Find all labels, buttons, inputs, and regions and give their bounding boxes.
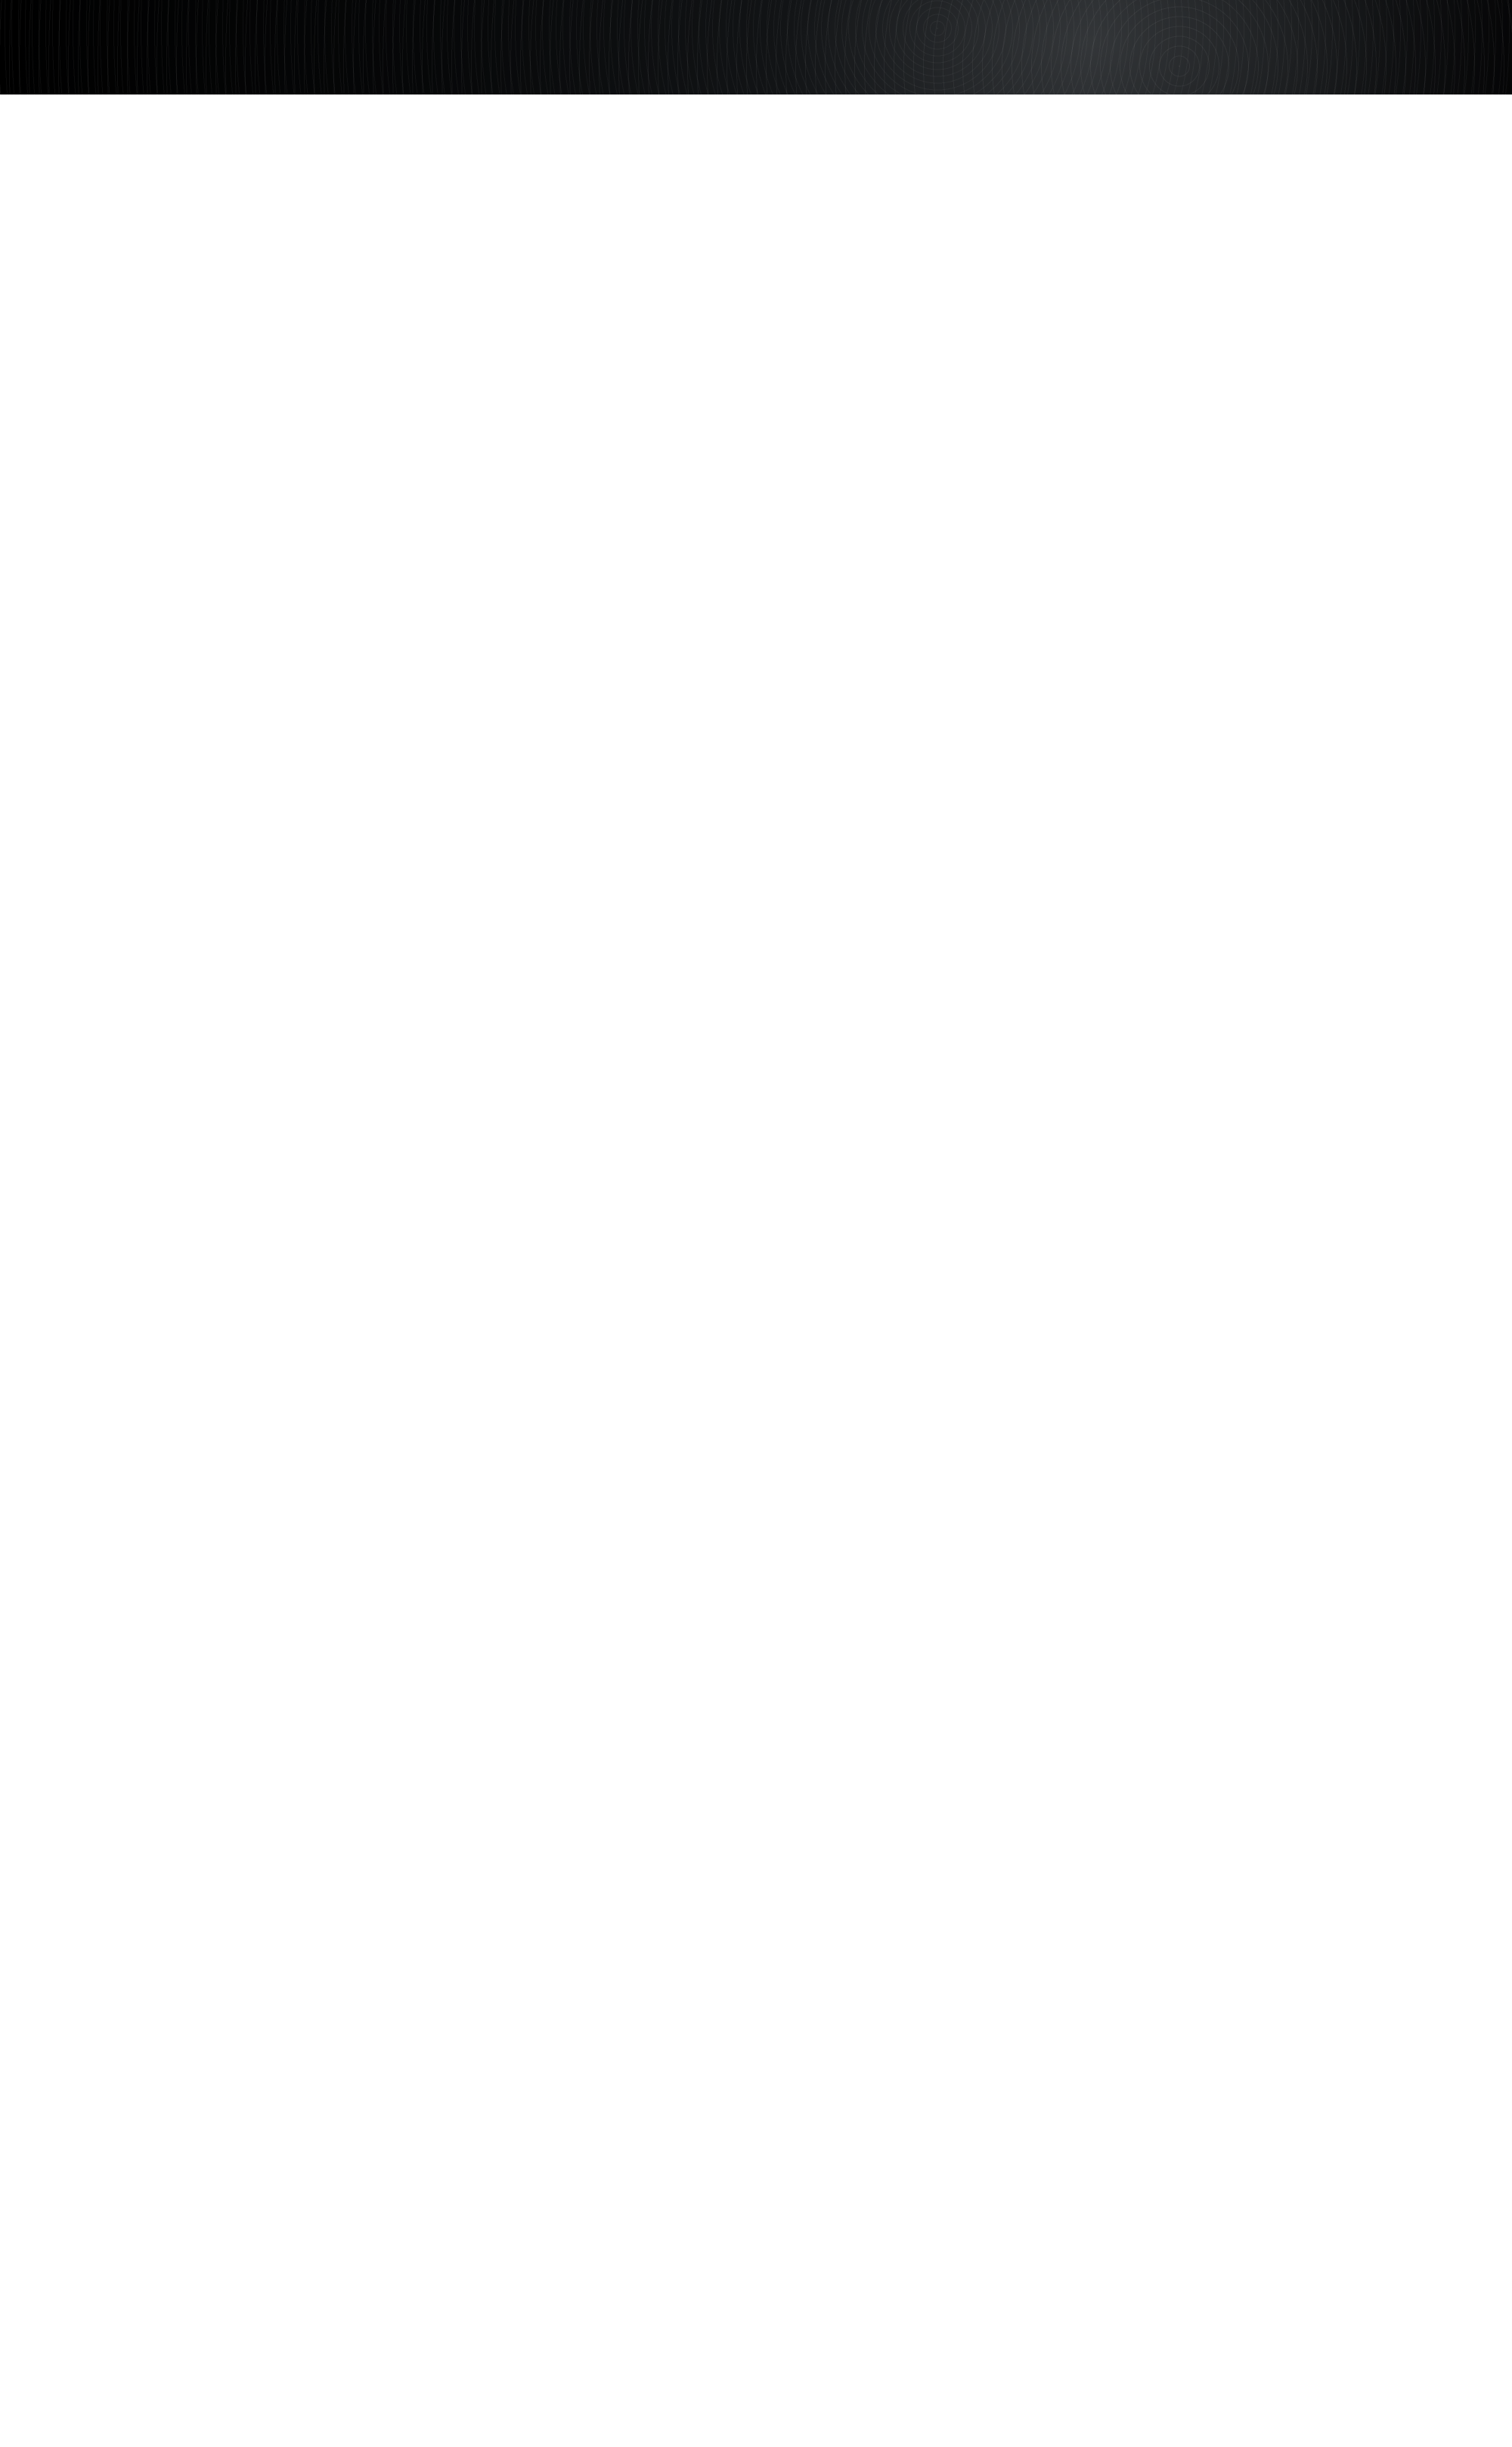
poster-header — [0, 0, 1512, 94]
